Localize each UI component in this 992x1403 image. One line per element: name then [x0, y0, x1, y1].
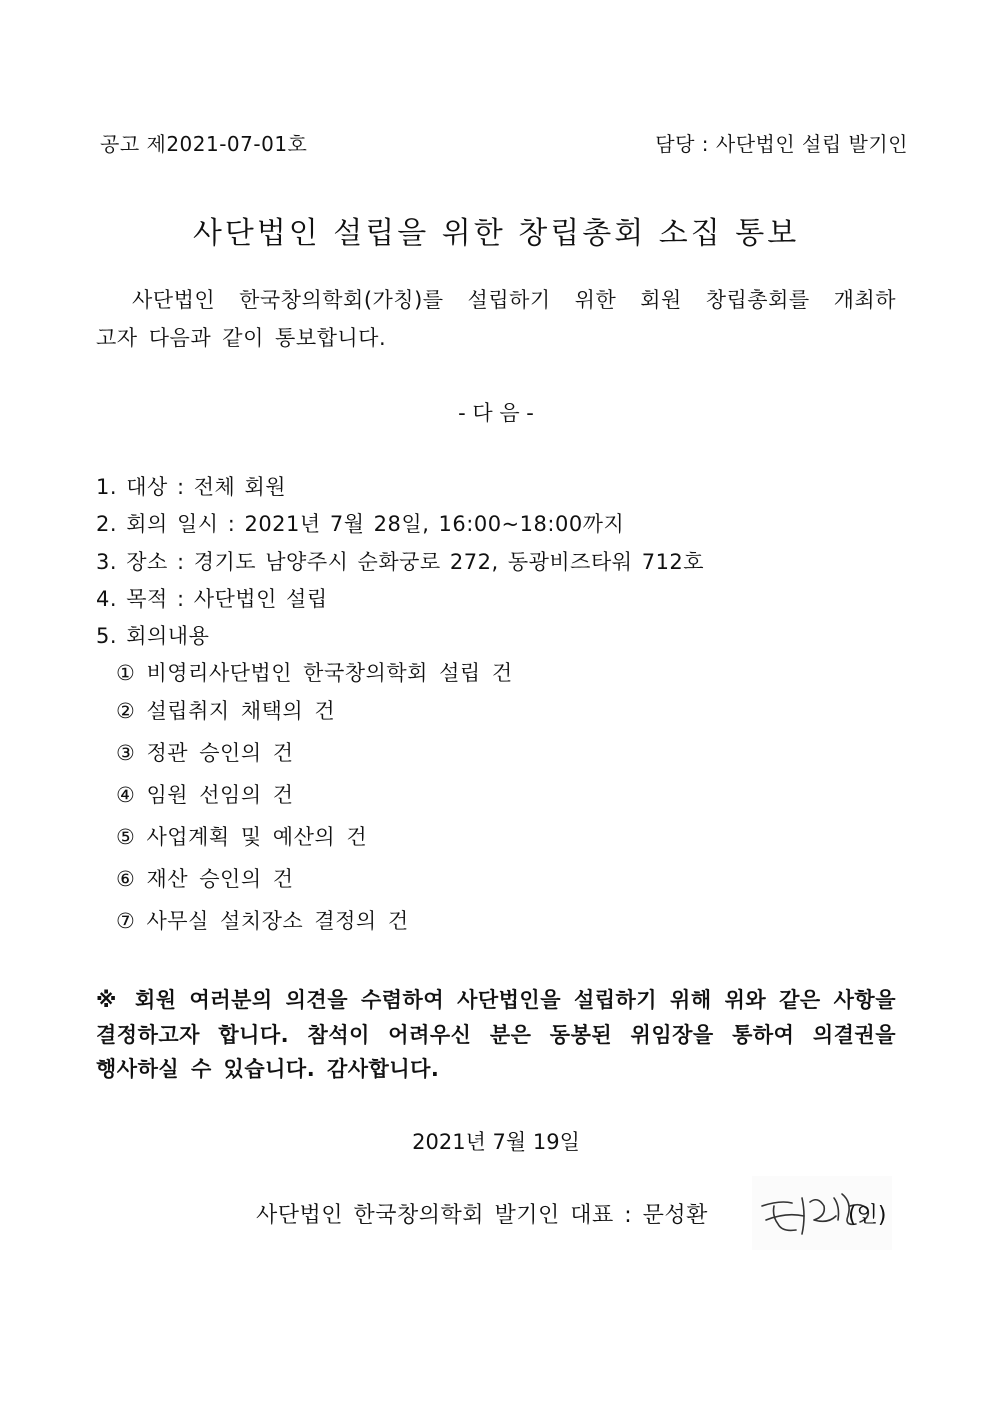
agenda-item: ② 설립취지 채택의 건	[116, 699, 336, 723]
document-title: 사단법인 설립을 위한 창립총회 소집 통보	[192, 216, 800, 251]
list-item-purpose: 4. 목적 : 사단법인 설립	[96, 587, 328, 611]
seal-mark: (인)	[848, 1203, 887, 1228]
agenda-item: ⑤ 사업계획 및 예산의 건	[116, 825, 368, 849]
agenda-item: ⑦ 사무실 설치장소 결정의 건	[116, 909, 409, 933]
agenda-item: ⑥ 재산 승인의 건	[116, 867, 294, 891]
list-item-datetime: 2. 회의 일시 : 2021년 7월 28일, 16:00~18:00까지	[96, 512, 625, 536]
agenda-item: ④ 임원 선임의 건	[116, 783, 294, 807]
intro-line-1: 사단법인 한국창의학회(가칭)를 설립하기 위한 회원 창립총회를 개최하	[132, 288, 896, 312]
notice-number: 공고 제2021-07-01호	[100, 132, 308, 156]
agenda-item: ① 비영리사단법인 한국창의학회 설립 건	[116, 661, 513, 685]
agenda-item: ③ 정관 승인의 건	[116, 741, 294, 765]
in-charge-label: 담당 : 사단법인 설립 발기인	[655, 132, 908, 156]
intro-line-2: 고자 다음과 같이 통보합니다.	[96, 326, 387, 350]
signatory-line: 사단법인 한국창의학회 발기인 대표 : 문성환	[256, 1203, 708, 1228]
section-heading: - 다 음 -	[458, 401, 534, 425]
list-item-location: 3. 장소 : 경기도 남양주시 순화궁로 272, 동광비즈타워 712호	[96, 550, 705, 574]
issue-date: 2021년 7월 19일	[412, 1130, 580, 1154]
notice-paragraph-line-1: ※ 회원 여러분의 의견을 수렴하여 사단법인을 설립하기 위해 위와 같은 사항을	[96, 988, 896, 1012]
list-item-target: 1. 대상 : 전체 회원	[96, 475, 287, 499]
list-item-agenda: 5. 회의내용	[96, 624, 210, 648]
notice-paragraph-line-3: 행사하실 수 있습니다. 감사합니다.	[96, 1057, 440, 1081]
notice-paragraph-line-2: 결정하고자 합니다. 참석이 어려우신 분은 동봉된 위임장을 통하여 의결권을	[96, 1023, 896, 1047]
